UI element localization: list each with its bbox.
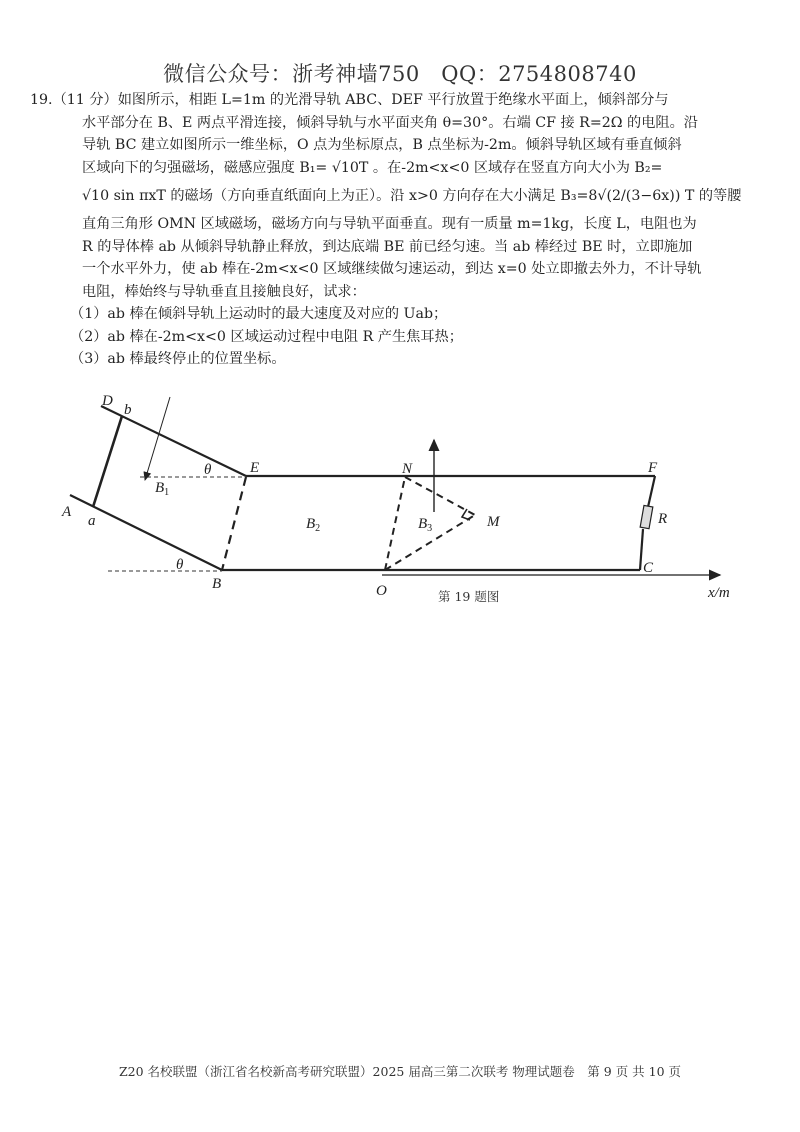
- label-C: C: [643, 560, 654, 576]
- problem-line: 电阻，棒始终与导轨垂直且接触良好，试求：: [82, 283, 366, 300]
- question-3: （3）ab 棒最终停止的位置坐标。: [70, 351, 286, 367]
- problem-19: [30, 89, 772, 371]
- problem-score: （11 分）: [52, 92, 118, 108]
- label-B1: $B_1$: [155, 480, 170, 498]
- problem-line: √10 sin πxT 的磁场（方向垂直纸面向上为正）。沿 x>0 方向存在大小满足 B₃=8√(2/(3−6x)) T 的等腰: [82, 188, 742, 204]
- label-B: B: [212, 576, 222, 592]
- figure-caption: 第 19 题图: [438, 589, 500, 604]
- problem-line: 导轨 BC 建立如图所示一维坐标，O 点为坐标原点，B 点坐标为-2m。倾斜导轨区域有垂直倾斜: [82, 137, 682, 153]
- rod-ab: [93, 416, 122, 507]
- label-B2: $B_2$: [306, 516, 321, 534]
- label-theta-bottom: θ: [176, 557, 184, 573]
- label-B3: $B_3$: [418, 516, 433, 534]
- watermark-header: [0, 58, 800, 88]
- wechat-text: 微信公众号：浙考神墙750: [163, 62, 420, 86]
- label-axis: x/m: [708, 585, 730, 601]
- label-A: A: [62, 504, 72, 520]
- label-theta-top: θ: [204, 462, 212, 478]
- rail-diagram-svg: [50, 385, 770, 610]
- problem-line: R 的导体棒 ab 从倾斜导轨静止释放，到达底端 BE 前已经匀速。当 ab 棒经过 BE 时，立即施加: [82, 238, 693, 255]
- label-M: M: [487, 514, 500, 530]
- resistor-R: [640, 505, 653, 528]
- label-F: F: [648, 460, 658, 476]
- label-D: D: [102, 393, 113, 409]
- question-2: （2）ab 棒在-2m<x<0 区域运动过程中电阻 R 产生焦耳热；: [70, 328, 463, 345]
- qq-text: QQ：2754808740: [441, 62, 637, 86]
- problem-line: 水平部分在 B、E 两点平滑连接，倾斜导轨与水平面夹角 θ=30°。右端 CF 接 R=2Ω 的电阻。沿: [82, 114, 698, 131]
- label-N: N: [402, 461, 413, 477]
- label-O: O: [376, 583, 387, 599]
- problem-line: [30, 89, 772, 112]
- question-1: （1）ab 棒在倾斜导轨上运动时的最大速度及对应的 Uab；: [70, 306, 448, 322]
- problem-text-line: 如图所示，相距 L=1m 的光滑导轨 ABC、DEF 平行放置于绝缘水平面上，倾斜部分与: [117, 92, 669, 108]
- label-a: a: [88, 513, 96, 529]
- figure-19-diagram: [50, 385, 770, 610]
- page-footer: Z20 名校联盟（浙江省名校新高考研究联盟）2025 届高三第二次联考 物理试题卷 第 9 页 共 10 页: [118, 1064, 682, 1079]
- problem-line: 直角三角形 OMN 区域磁场，磁场方向与导轨平面垂直。现有一质量 m=1kg，长度 L，电阻也为: [82, 216, 697, 232]
- label-E: E: [250, 460, 260, 476]
- label-R: R: [658, 511, 668, 527]
- label-b: b: [124, 402, 132, 418]
- problem-line: 区域向下的匀强磁场，磁感应强度 B₁= √10T 。在-2m<x<0 区域存在竖直方向大小为 B₂=: [82, 159, 663, 176]
- problem-line: 一个水平外力，使 ab 棒在-2m<x<0 区域继续做匀速运动，到达 x=0 处立即撤去外力，不计导轨: [82, 261, 702, 277]
- problem-number: 19.: [30, 92, 53, 108]
